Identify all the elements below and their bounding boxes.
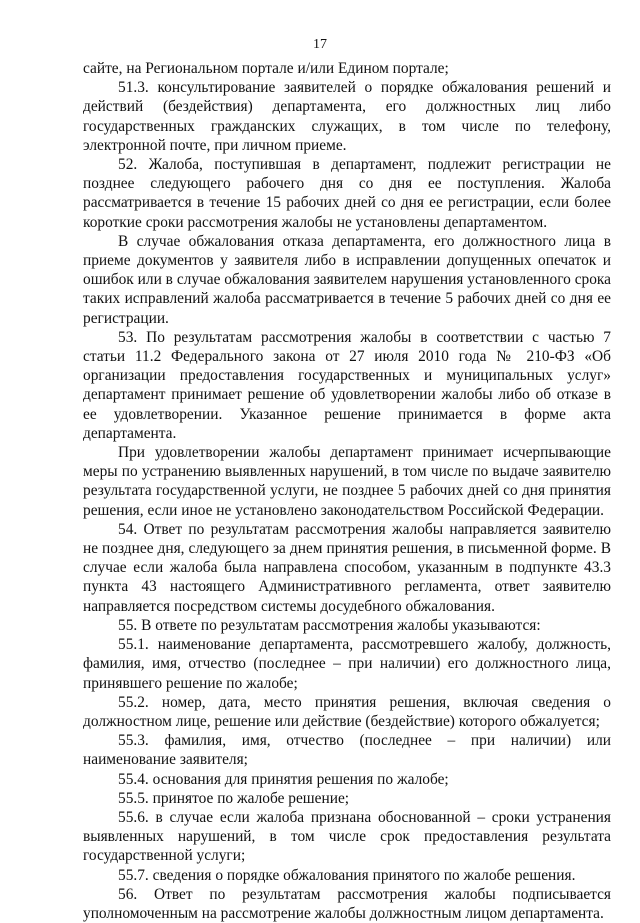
paragraph-55-7: 55.7. сведения о порядке обжалования принятого по жалобе решения.	[118, 866, 576, 884]
paragraph-51-3: 51.3. консультирование заявителей о порядке обжалования решений и действий (бездействия) департамента, его должностных лиц либо государственных гражданских служащих, в том числе по телефону, электронной почте, при личном приеме.	[83, 79, 611, 154]
paragraph-55-1: 55.1. наименование департамента, рассмотревшего жалобу, должность, фамилия, имя, отчество (последнее – при наличии) его должностного лица, принявшего решение по жалобе;	[83, 636, 611, 692]
page-number: 17	[313, 37, 327, 52]
paragraph-55-3: 55.3. фамилия, имя, отчество (последнее – при наличии) или наименование заявителя;	[83, 732, 611, 769]
paragraph-55-5: 55.5. принятое по жалобе решение;	[118, 789, 350, 807]
paragraph-54: 54. Ответ по результатам рассмотрения жалобы направляется заявителю не позднее дня, следующего за днем принятия решения, в письменной форме. В случае если жалоба была направлена способом, указанным в подпункте 43.3 пункта 43 настоящего Административного регламента, ответ заявителю направляется посредством системы досудебного обжалования.	[83, 520, 611, 615]
paragraph-52-appeal-refusal: В случае обжалования отказа департамента, его должностного лица в приеме документов у заявителя либо в исправлении допущенных опечаток и ошибок или в случае обжалования заявителем нарушения установленного срока таких исправлений жалоба рассматривается в течение 5 рабочих дней со дня ее регистрации.	[83, 232, 611, 327]
paragraph-53: 53. По результатам рассмотрения жалобы в соответствии с частью 7 статьи 11.2 Федерального закона от 27 июля 2010 года № 210-ФЗ «Об организации предоставления государственных и муниципальных услуг» департамент принимает решение об удовлетворении жалобы либо об отказе в ее удовлетворении. Указанное решение принимается в форме акта департамента.	[83, 328, 611, 442]
paragraph-55-4: 55.4. основания для принятия решения по жалобе;	[118, 770, 449, 788]
paragraph-52: 52. Жалоба, поступившая в департамент, подлежит регистрации не позднее следующего рабочего дня со дня ее поступления. Жалоба рассматривается в течение 15 рабочих дней со дня ее регистрации, если более короткие сроки рассмотрения жалобы не установлены департаментом.	[83, 156, 611, 231]
paragraph-55: 55. В ответе по результатам рассмотрения жалобы указываются:	[118, 616, 541, 634]
paragraph-55-6: 55.6. в случае если жалоба признана обоснованной – сроки устранения выявленных нарушений, в том числе срок предоставления результата государственной услуги;	[83, 808, 611, 865]
paragraph-55-2: 55.2. номер, дата, место принятия решения, включая сведения о должностном лице, решение или действие (бездействие) которого обжалуется;	[83, 693, 611, 730]
paragraph-continuation: сайте, на Региональном портале и/или Едином портале;	[83, 60, 449, 77]
document-body	[83, 59, 611, 923]
paragraph-53-satisfaction: При удовлетворении жалобы департамент принимает исчерпывающие меры по устранению выявленных нарушений, в том числе по выдаче заявителю результата государственной услуги, не позднее 5 рабочих дней со дня принятия решения, если иное не установлено законодательством Российской Федерации.	[83, 444, 611, 519]
paragraph-56: 56. Ответ по результатам рассмотрения жалобы подписывается уполномоченным на рассмотрение жалобы должностным лицом департамента.	[83, 885, 611, 922]
